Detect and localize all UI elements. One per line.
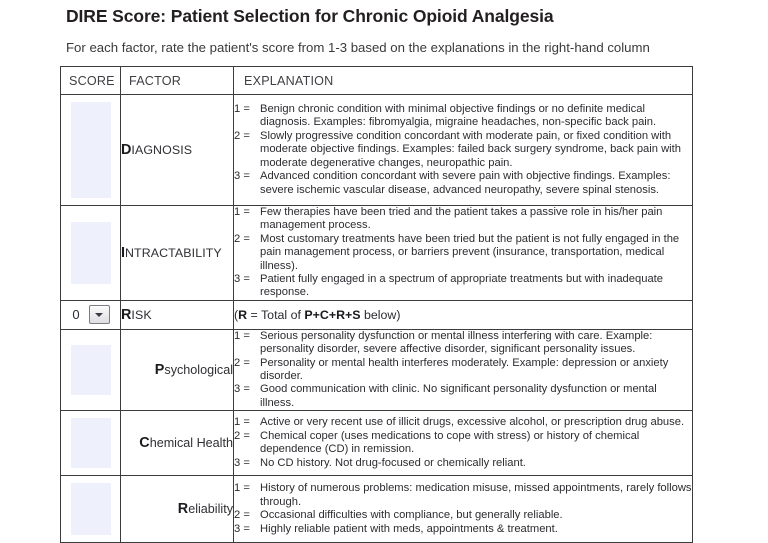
- explanation-cell-reliability: [234, 476, 693, 543]
- factor-remainder: eliability: [188, 502, 233, 517]
- caret-glyph: [95, 313, 103, 317]
- explanation-item: [234, 383, 692, 410]
- explanation-item: [234, 233, 692, 273]
- explanation-item-text: Advanced condition concordant with severe pain with objective findings. Examples: severe ischemic vascular disease, advanced neuropathy, severe spinal stenosis.: [260, 170, 671, 196]
- explanation-item-number: 1 =: [234, 329, 250, 342]
- page-title: DIRE Score: Patient Selection for Chronic Opioid Analgesia: [66, 6, 554, 26]
- score-input-reliability[interactable]: [71, 483, 111, 535]
- explanation-list: [234, 482, 692, 536]
- score-input-intractability[interactable]: [71, 222, 111, 284]
- factor-label-reliability: [178, 502, 233, 516]
- table-row: [61, 329, 693, 410]
- factor-initial: R: [121, 306, 132, 323]
- table-row: [61, 300, 693, 329]
- explanation-item: [234, 416, 692, 429]
- explanation-item-text: Active or very recent use of illicit drugs, excessive alcohol, or prescription drug abuse.: [260, 416, 685, 429]
- explanation-item: [234, 523, 692, 536]
- factor-cell-risk: [121, 300, 234, 329]
- explanation-item-text: History of numerous problems: medication misuse, missed appointments, rarely follows through.: [260, 482, 692, 508]
- explanation-item: [234, 170, 692, 197]
- explanation-item-number: 3 =: [234, 273, 250, 286]
- factor-label-chemical-health: [139, 436, 233, 450]
- explanation-item: [234, 273, 692, 300]
- explanation-item: [234, 330, 692, 357]
- score-cell-intractability[interactable]: [61, 206, 121, 301]
- explanation-item-text: Serious personality dysfunction or mental illness interfering with care. Example: personality disorder, severe affective disorder, significant personality issues.: [260, 329, 653, 356]
- factor-initial: C: [139, 435, 150, 452]
- dire-table-wrap: [60, 66, 692, 543]
- factor-cell-intractability: [121, 206, 234, 301]
- score-cell-reliability[interactable]: [61, 476, 121, 543]
- score-cell-diagnosis[interactable]: [61, 95, 121, 206]
- explanation-cell-diagnosis: [234, 95, 693, 206]
- explanation-item-number: 3 =: [234, 383, 250, 396]
- factor-cell-psychological: [121, 329, 234, 410]
- explanation-item-number: 1 =: [234, 416, 250, 429]
- factor-initial: R: [177, 501, 189, 518]
- score-select-value: 0: [72, 307, 80, 323]
- score-input-chemical-health[interactable]: [71, 418, 111, 468]
- score-cell-risk[interactable]: [61, 300, 121, 329]
- explanation-item-number: 2 =: [234, 356, 250, 369]
- score-input-psychological[interactable]: [71, 345, 111, 395]
- factor-remainder: ISK: [131, 307, 152, 322]
- explanation-item-text: No CD history. Not drug-focused or chemically reliant.: [260, 456, 526, 469]
- page-subtitle: For each factor, rate the patient's score from 1-3 based on the explanations in the right-hand column: [66, 40, 650, 55]
- factor-label-intractability: [121, 246, 222, 260]
- column-header-score: SCORE: [69, 73, 115, 88]
- table-row: [61, 411, 693, 476]
- explanation-item-text: Patient fully engaged in a spectrum of appropriate treatments but with inadequate response.: [260, 273, 664, 299]
- explanation-item-number: 1 =: [234, 482, 250, 495]
- explanation-item-number: 2 =: [234, 509, 250, 522]
- explanation-item-text: Benign chronic condition with minimal objective findings or no definite medical diagnosis. Examples: fibromyalgia, migraine headaches, non-specific back pain.: [260, 103, 657, 129]
- explanation-item-text: Highly reliable patient with meds, appointments & treatment.: [260, 522, 558, 535]
- explanation-item: [234, 482, 692, 509]
- table-row: [61, 95, 693, 206]
- factor-label-diagnosis: [121, 143, 192, 157]
- dire-score-table: [60, 66, 693, 543]
- explanation-item: [234, 457, 692, 470]
- explanation-cell-chemical-health: [234, 411, 693, 476]
- table-row: [61, 476, 693, 543]
- factor-cell-reliability: [121, 476, 234, 543]
- explanation-item-text: Most customary treatments have been tried but the patient is not fully engaged in the pain management process, or barriers prevent (insurance, transportation, medical illness).: [260, 232, 680, 272]
- table-row: [61, 206, 693, 301]
- explanation-item-number: 2 =: [234, 429, 250, 442]
- explanation-item-number: 1 =: [234, 103, 250, 116]
- score-select-risk[interactable]: [61, 303, 120, 327]
- explanation-cell-intractability: [234, 206, 693, 301]
- explanation-item: [234, 130, 692, 170]
- explanation-item-text: Occasional difficulties with compliance, but generally reliable.: [260, 509, 563, 522]
- chevron-down-icon[interactable]: [89, 305, 110, 324]
- score-cell-chemical-health[interactable]: [61, 411, 121, 476]
- factor-remainder: IAGNOSIS: [131, 143, 193, 157]
- explanation-item-text: Slowly progressive condition concordant with moderate pain, or fixed condition with moderate objective findings. Examples: failed back surgery syndrome, back pain with moderate degenerative changes, neuropathic pain.: [260, 129, 681, 169]
- risk-formula-note: (R = Total of P+C+R+S below): [234, 307, 401, 322]
- explanation-cell-risk: [234, 300, 693, 329]
- explanation-cell-psychological: [234, 329, 693, 410]
- factor-cell-diagnosis: [121, 95, 234, 206]
- factor-remainder: sychological: [164, 363, 233, 378]
- factor-cell-chemical-health: [121, 411, 234, 476]
- factor-initial: D: [121, 142, 132, 158]
- explanation-item-text: Chemical coper (uses medications to cope with stress) or history of chemical dependence (CD) in remission.: [260, 429, 640, 456]
- column-header-explanation: EXPLANATION: [244, 73, 334, 88]
- explanation-item-text: Personality or mental health interferes moderately. Example: depression or anxiety disorder.: [260, 356, 669, 383]
- factor-label-psychological: [155, 363, 233, 377]
- header-cell-factor: [121, 67, 234, 95]
- header-cell-score: [61, 67, 121, 95]
- score-cell-psychological[interactable]: [61, 329, 121, 410]
- table-header-row: [61, 67, 693, 95]
- explanation-item-number: 2 =: [234, 129, 250, 142]
- factor-initial: I: [121, 244, 125, 261]
- factor-initial: P: [154, 362, 165, 379]
- explanation-list: [234, 206, 692, 300]
- factor-remainder: hemical Health: [149, 436, 233, 451]
- explanation-list: [234, 416, 692, 470]
- explanation-list: [234, 330, 692, 410]
- explanation-item-number: 1 =: [234, 206, 250, 218]
- explanation-item: [234, 357, 692, 384]
- header-cell-explanation: [234, 67, 693, 95]
- explanation-item-number: 2 =: [234, 232, 250, 245]
- explanation-item-number: 3 =: [234, 522, 250, 535]
- explanation-item: [234, 103, 692, 130]
- explanation-item-number: 3 =: [234, 170, 250, 183]
- explanation-item: [234, 206, 692, 233]
- score-input-diagnosis[interactable]: [71, 102, 111, 198]
- factor-remainder: NTRACTABILITY: [125, 245, 222, 260]
- explanation-item-number: 3 =: [234, 456, 250, 469]
- explanation-list: [234, 103, 692, 197]
- explanation-item: [234, 430, 692, 457]
- explanation-item-text: Good communication with clinic. No significant personality dysfunction or mental illness.: [260, 383, 657, 409]
- factor-label-risk: [121, 308, 152, 322]
- column-header-factor: FACTOR: [129, 73, 182, 88]
- explanation-item-text: Few therapies have been tried and the patient takes a passive role in his/her pain management process.: [260, 206, 663, 232]
